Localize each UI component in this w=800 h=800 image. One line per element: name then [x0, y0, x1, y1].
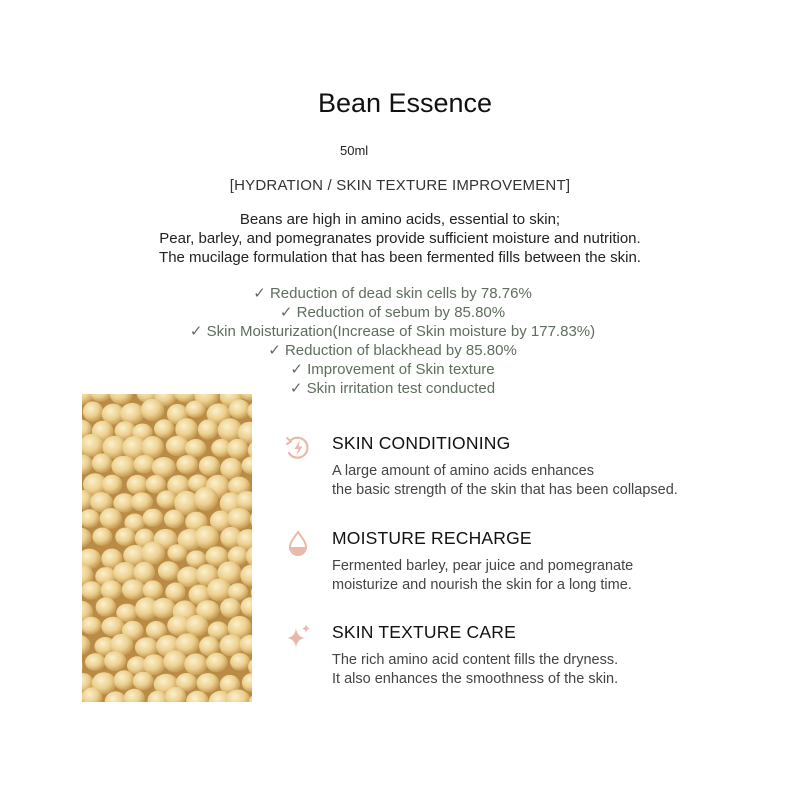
soybean: [198, 419, 219, 439]
soybean: [158, 561, 180, 580]
soybean: [167, 544, 187, 562]
intro-line: Beans are high in amino acids, essential to skin;: [239, 211, 561, 228]
claim-item: ✓ Skin Moisturization(Increase of Skin moisture by 177.83%): [189, 323, 596, 340]
soybean: [157, 490, 177, 508]
soybean: [194, 487, 218, 511]
soybean: [133, 455, 155, 474]
claim-item: ✓ Reduction of blackhead by 85.80%: [268, 342, 517, 359]
soybean: [127, 475, 149, 495]
claim-item: ✓ Skin irritation test conducted: [289, 380, 496, 397]
soybean: [163, 650, 187, 672]
soybean: [186, 615, 209, 637]
soybean: [220, 598, 241, 618]
soybean: [154, 419, 174, 438]
soybean: [114, 670, 135, 690]
soybean: [92, 528, 112, 546]
soybean: [141, 399, 165, 421]
soybean: [185, 401, 205, 418]
intro-text: [0, 210, 800, 267]
soybean: [83, 401, 103, 421]
product-title: Bean Essence: [317, 88, 493, 118]
claim-item: ✓ Improvement of Skin texture: [290, 361, 495, 378]
soybean: [152, 457, 176, 478]
soybean: [230, 653, 250, 671]
feature-desc-line: Fermented barley, pear juice and pomegranate: [332, 558, 634, 574]
feature-desc-line: A large amount of amino acids enhances: [332, 463, 594, 479]
soybean: [82, 581, 102, 600]
soybean: [141, 542, 165, 565]
claims-list: [0, 284, 785, 398]
soybean: [101, 617, 124, 637]
soybean: [199, 456, 220, 476]
soybean: [92, 453, 112, 473]
soybean: [184, 653, 207, 675]
soybean: [143, 509, 164, 528]
feature-title: SKIN TEXTURE CARE: [332, 622, 516, 642]
product-category: [HYDRATION / SKIN TEXTURE IMPROVEMENT]: [229, 177, 571, 194]
soybean: [197, 673, 220, 693]
feature-description: [332, 651, 618, 689]
soybean: [206, 653, 228, 672]
soybean: [185, 439, 207, 457]
feature-description: [332, 462, 678, 500]
soybean: [176, 455, 198, 474]
product-volume: 50ml: [340, 143, 369, 158]
soybeans-image: [82, 394, 252, 702]
feature-desc-line: It also enhances the smoothness of the skin.: [332, 671, 619, 687]
intro-line: Pear, barley, and pomegranates provide sufficient moisture and nutrition.: [159, 230, 641, 247]
feature-desc-line: moisturize and nourish the skin for a long time.: [332, 577, 632, 593]
soybean: [102, 475, 123, 495]
sparkle-icon: [283, 622, 313, 652]
soybean: [229, 399, 250, 419]
claim-item: ✓ Reduction of dead skin cells by 78.76%: [253, 285, 532, 302]
soybean: [85, 653, 106, 671]
soybean: [227, 439, 248, 459]
soybean: [122, 579, 145, 600]
feature-desc-line: The rich amino acid content fills the dryness.: [332, 652, 619, 668]
soybean: [111, 456, 136, 477]
soybean: [195, 526, 220, 549]
soybeans-illustration: [82, 394, 252, 702]
soybean: [96, 597, 116, 616]
feature-title: SKIN CONDITIONING: [332, 433, 511, 453]
soybean: [104, 651, 126, 671]
soybean: [133, 672, 154, 691]
feature-desc-line: the basic strength of the skin that has been collapsed.: [332, 482, 678, 498]
soybean: [143, 580, 163, 599]
feature-title: MOISTURE RECHARGE: [332, 528, 532, 548]
soybean: [152, 598, 176, 619]
soybean: [100, 508, 122, 529]
soybean: [207, 579, 232, 602]
soybean: [115, 528, 135, 547]
soybean: [143, 654, 166, 675]
lightning-refresh-icon: [283, 433, 313, 463]
soybean: [131, 492, 153, 511]
water-drop-icon: [283, 528, 313, 558]
soybean: [101, 580, 122, 600]
soybean: [146, 475, 167, 494]
soybean: [164, 510, 185, 529]
intro-line: The mucilage formulation that has been fermented fills between the skin.: [159, 249, 641, 266]
feature-description: [332, 557, 633, 595]
claim-item: ✓ Reduction of sebum by 85.80%: [279, 304, 506, 321]
soybean: [227, 508, 251, 529]
